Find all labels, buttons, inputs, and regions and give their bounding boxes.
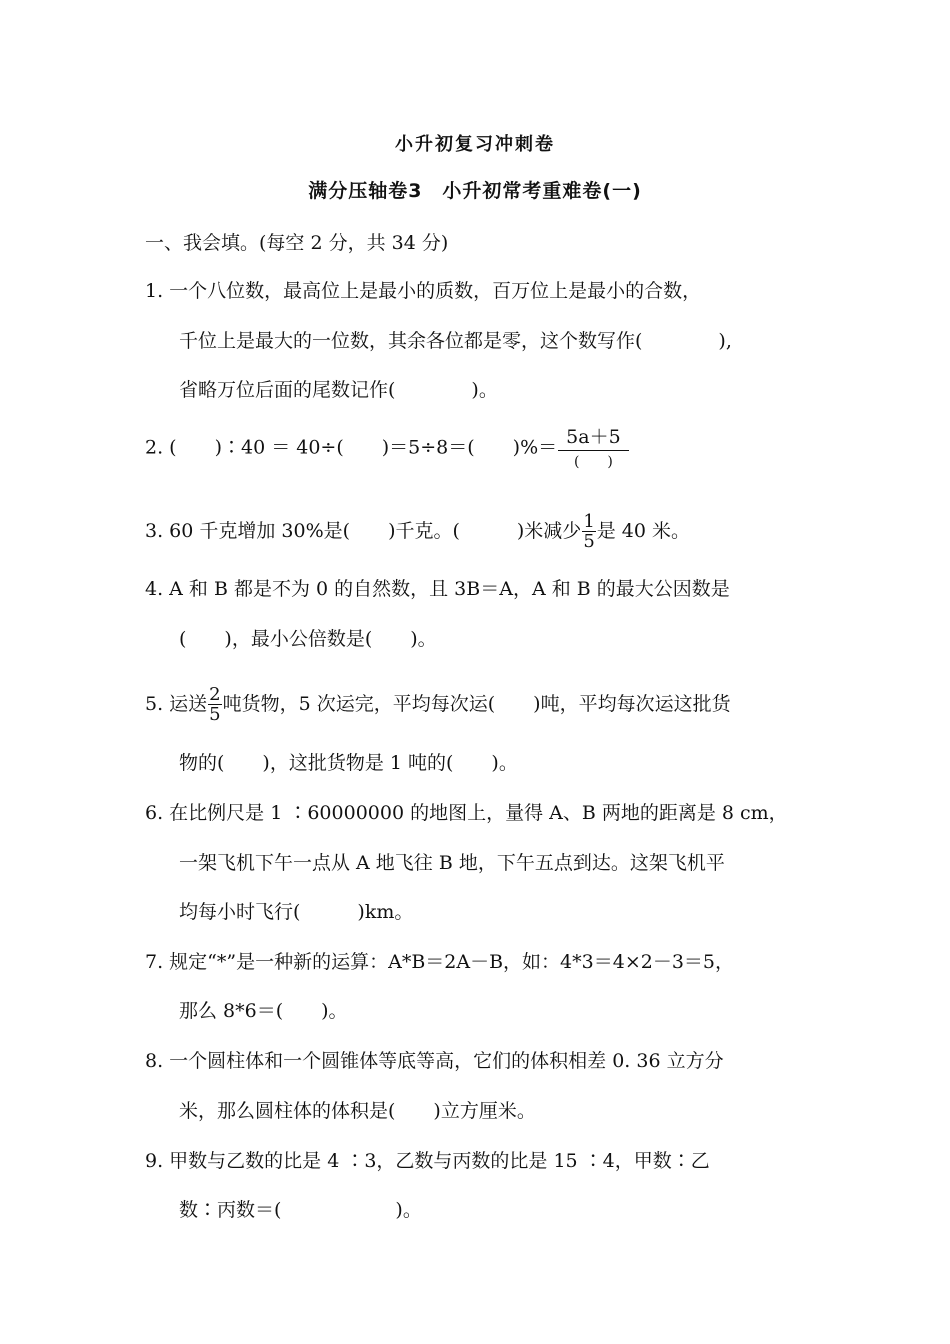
question-5-text-b: 吨货物，5 次运完，平均每次运( )吨，平均每次运这批货 <box>222 693 731 715</box>
question-8-line-1: 8. 一个圆柱体和一个圆锥体等底等高，它们的体积相差 0. 36 立方分 <box>145 1050 724 1072</box>
question-3-text-a: 3. 60 千克增加 30%是( )千克。( )米减少 <box>145 520 582 542</box>
question-2 <box>145 428 630 469</box>
question-6-line-1: 6. 在比例尺是 1 ∶60000000 的地图上，量得 A、B 两地的距离是 8 cm， <box>145 802 788 824</box>
question-4-line-2: ( )，最小公倍数是( )。 <box>179 628 437 650</box>
question-5-text-a: 5. 运送 <box>145 693 208 715</box>
exam-title: 小升初复习冲刺卷 <box>395 134 555 155</box>
question-6-line-3: 均每小时飞行( )km。 <box>179 901 414 923</box>
question-7-line-1: 7. 规定“*”是一种新的运算：A*B＝2A－B，如：4*3＝4×2－3＝5， <box>145 951 735 973</box>
fraction-denominator: 5 <box>583 531 595 552</box>
fraction-denominator: ( ) <box>558 450 629 469</box>
question-3-fraction <box>582 513 595 551</box>
fraction-denominator: 5 <box>209 704 221 725</box>
question-9-line-1: 9. 甲数与乙数的比是 4 ∶3，乙数与丙数的比是 15 ∶4，甲数∶乙 <box>145 1150 710 1172</box>
question-2-fraction <box>558 428 629 469</box>
question-1-line-2: 千位上是最大的一位数，其余各位都是零，这个数写作( ), <box>179 330 732 352</box>
exam-subtitle: 满分压轴卷3 小升初常考重难卷(一) <box>308 180 642 202</box>
section-heading: 一、我会填。(每空 2 分，共 34 分) <box>145 232 449 254</box>
question-8-line-2: 米，那么圆柱体的体积是( )立方厘米。 <box>179 1100 536 1122</box>
question-5-line-2: 物的( )，这批货物是 1 吨的( )。 <box>179 752 518 774</box>
question-2-text: 2. ( )∶40 ＝ 40÷( )＝5÷8＝( )%＝ <box>145 436 558 459</box>
question-1-line-1: 1. 一个八位数，最高位上是最小的质数，百万位上是最小的合数， <box>145 280 702 302</box>
question-6-line-2: 一架飞机下午一点从 A 地飞往 B 地，下午五点到达。这架飞机平 <box>179 852 725 874</box>
question-3 <box>145 513 690 551</box>
question-5-fraction <box>208 686 221 724</box>
question-1-line-3: 省略万位后面的尾数记作( )。 <box>179 379 498 401</box>
question-3-text-b: 是 40 米。 <box>596 520 691 542</box>
fraction-numerator: 1 <box>583 511 595 532</box>
question-5-line-1 <box>145 686 731 724</box>
fraction-numerator: 2 <box>209 684 221 705</box>
question-4-line-1: 4. A 和 B 都是不为 0 的自然数，且 3B＝A，A 和 B 的最大公因数是 <box>145 578 730 600</box>
question-9-line-2: 数∶丙数＝( )。 <box>179 1199 422 1221</box>
question-7-line-2: 那么 8*6＝( )。 <box>179 1000 348 1022</box>
fraction-numerator: 5a＋5 <box>566 426 621 448</box>
